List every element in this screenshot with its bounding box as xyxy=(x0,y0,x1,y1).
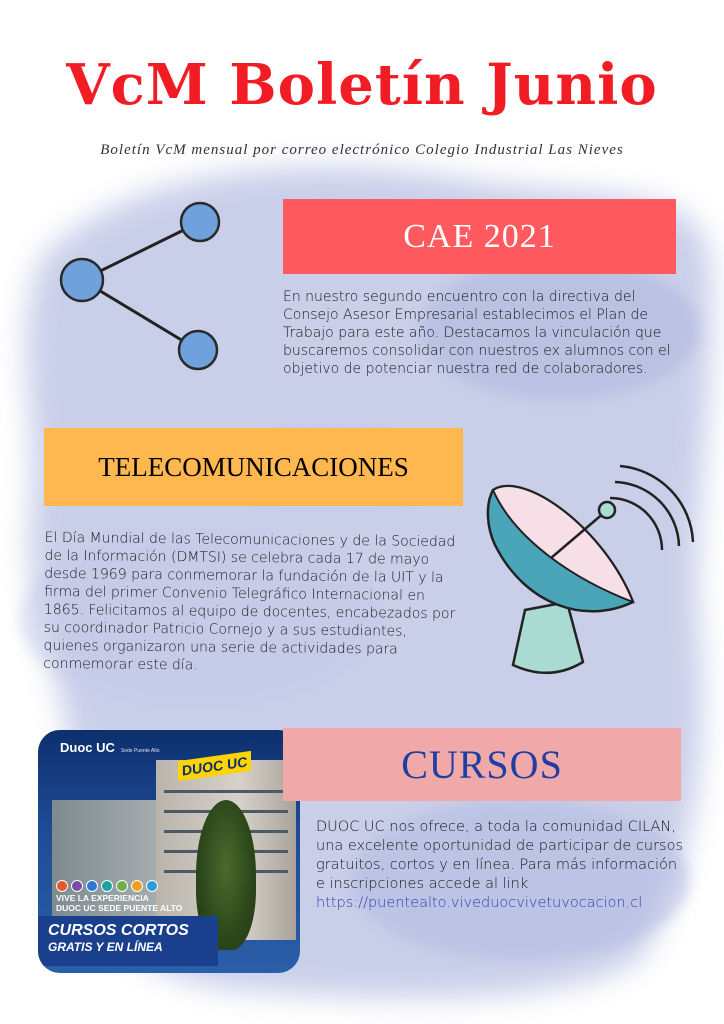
telecom-heading: TELECOMUNICACIONES xyxy=(98,451,409,482)
telecom-body: El Día Mundial de las Telecomunicaciones y de la Sociedad de la Información (DMTSI) se celebra cada 17 de mayo desde 1969 para conmemorar la fundación de la UIT y la firma del primer Convenio Telegráfico Internacional en 1865. Felicitamos al equipo de docentes, encabezados por su coordinador Patricio Cornejo y a sus estudiantes, quienes organizaron una serie de actividades para conmemorar este día. xyxy=(43,529,456,674)
cursos-link[interactable]: https://puentealto.viveduocvivetuvocacion.cl xyxy=(316,895,643,911)
cursos-body xyxy=(316,818,686,913)
promo-vive-text: VIVE LA EXPERIENCIA DUOC UC SEDE PUENTE ALTO xyxy=(56,893,183,913)
cae-body: En nuestro segundo encuentro con la directiva del Consejo Asesor Empresarial establecimos el Plan de Trabajo para este año. Destacamos la vinculación que buscaremos consolidar con nuestros ex alumnos con el objetivo de potenciar nuestra red de colaboradores. xyxy=(283,289,671,377)
duoc-logo: Duoc UC Sede Puente Alto xyxy=(60,740,160,755)
duoc-promo-image[interactable] xyxy=(38,730,300,973)
page-subtitle: Boletín VcM mensual por correo electrónico Colegio Industrial Las Nieves xyxy=(100,142,624,158)
duoc-sign: DUOC UC xyxy=(178,751,251,781)
satellite-dish-icon xyxy=(465,450,705,700)
cae-heading-banner xyxy=(283,199,676,274)
cursos-body-text: DUOC UC nos ofrece, a toda la comunidad CILAN, una excelente oportunidad de participar de cursos gratuitos, cortos y en línea. Para más información e inscripciones accede al link xyxy=(316,819,684,892)
career-icons xyxy=(56,880,158,892)
promo-cursos-text: CURSOS CORTOS GRATIS Y EN LÍNEA xyxy=(48,922,189,954)
cursos-heading: CURSOS xyxy=(401,742,563,787)
share-icon xyxy=(54,200,234,380)
cursos-heading-banner xyxy=(283,728,681,801)
telecom-heading-banner xyxy=(44,428,463,506)
cae-heading: CAE 2021 xyxy=(403,217,556,255)
page-title: VcM Boletín Junio xyxy=(66,52,658,118)
